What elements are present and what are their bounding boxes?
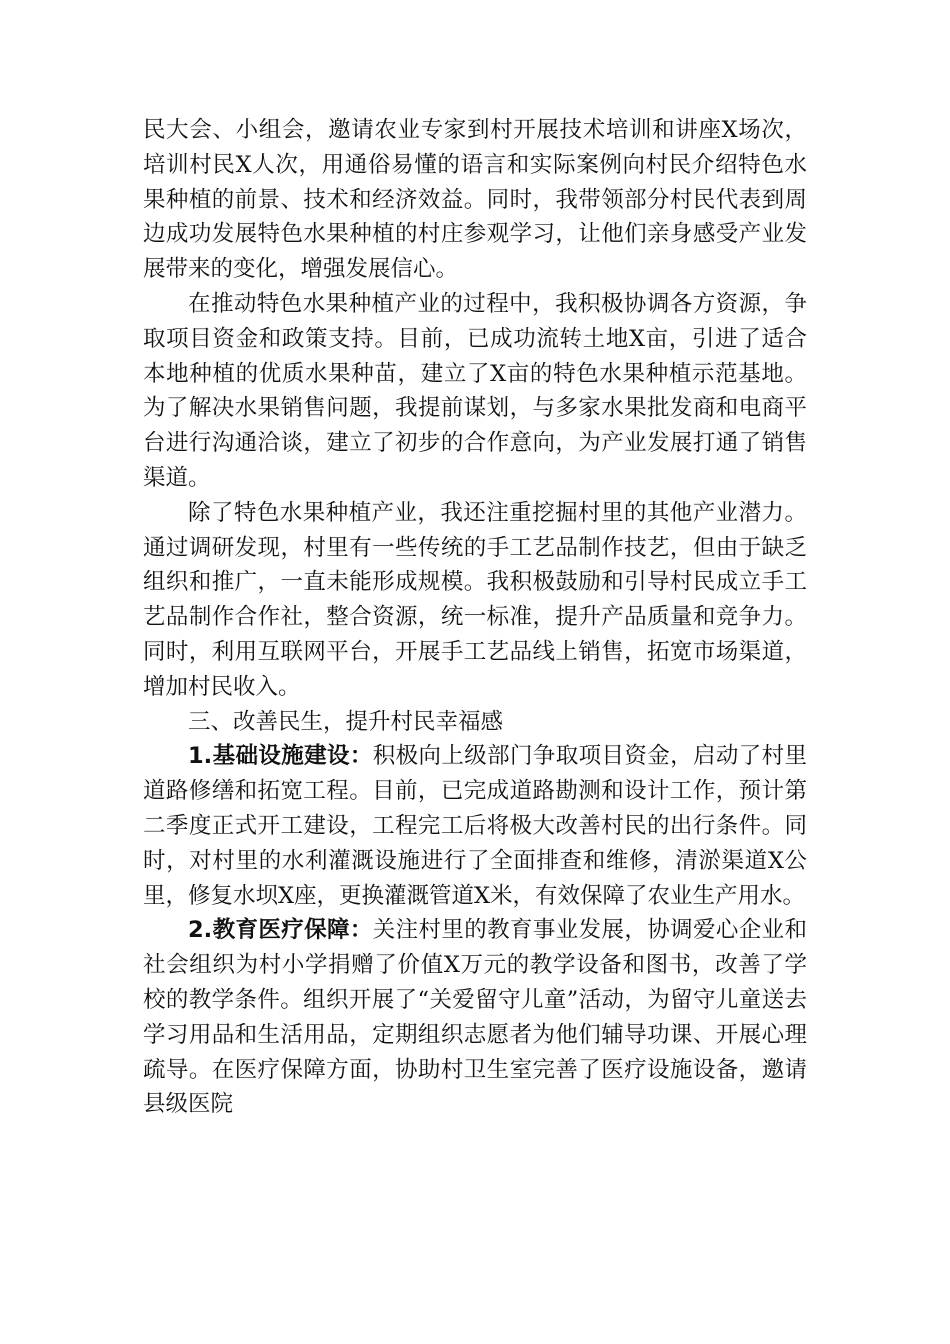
paragraph-village-meetings: 民大会、小组会，邀请农业专家到村开展技术培训和讲座X场次，培训村民X人次，用通俗易懂的语言和实际案例向村民介绍特色水果种植的前景、技术和经济效益。同时，我带领部分村民代表到周边成功发展特色水果种植的村庄参观学习，让他们亲身感受产业发展带来的变化，增强发展信心。 [143,117,807,283]
item-infrastructure [143,739,807,913]
item-education-medical-lead: 2.教育医疗保障： [188,917,373,944]
paragraph-fruit-industry: 在推动特色水果种植产业的过程中，我积极协调各方资源，争取项目资金和政策支持。目前，已成功流转土地X亩，引进了适合本地种植的优质水果种苗，建立了X亩的特色水果种植示范基地。为了解决水果销售问题，我提前谋划，与多家水果批发商和电商平台进行沟通洽谈，建立了初步的合作意向，为产业发展打通了销售渠道。 [143,290,807,491]
paragraph-handicraft-industry: 除了特色水果种植产业，我还注重挖掘村里的其他产业潜力。通过调研发现，村里有一些传统的手工艺品制作技艺，但由于缺乏组织和推广，一直未能形成规模。我积极鼓励和引导村民成立手工艺品制作合作社，整合资源，统一标准，提升产品质量和竞争力。同时，利用互联网平台，开展手工艺品线上销售，拓宽市场渠道，增加村民收入。 [143,499,807,700]
item-infrastructure-lead: 1.基础设施建设： [188,743,373,770]
section-heading: 三、改善民生，提升村民幸福感 [188,708,504,735]
item-education-medical [143,913,807,1122]
item-education-medical-text: 关注村里的教育事业发展，协调爱心企业和社会组织为村小学捐赠了价值X万元的教学设备和图书，改善了学校的教学条件。组织开展了“关爱留守儿童”活动，为留守儿童送去学习用品和生活用品，定期组织志愿者为他们辅导功课、开展心理疏导。在医疗保障方面，协助村卫生室完善了医疗设施设备，邀请县级医院 [143,917,807,1118]
document-body [143,113,807,1122]
item-infrastructure-text: 积极向上级部门争取项目资金，启动了村里道路修缮和拓宽工程。目前，已完成道路勘测和设计工作，预计第二季度正式开工建设，工程完工后将极大改善村民的出行条件。同时，对村里的水利灌溉设施进行了全面排查和维修，清淤渠道X公里，修复水坝X座，更换灌溉管道X米，有效保障了农业生产用水。 [143,743,807,909]
